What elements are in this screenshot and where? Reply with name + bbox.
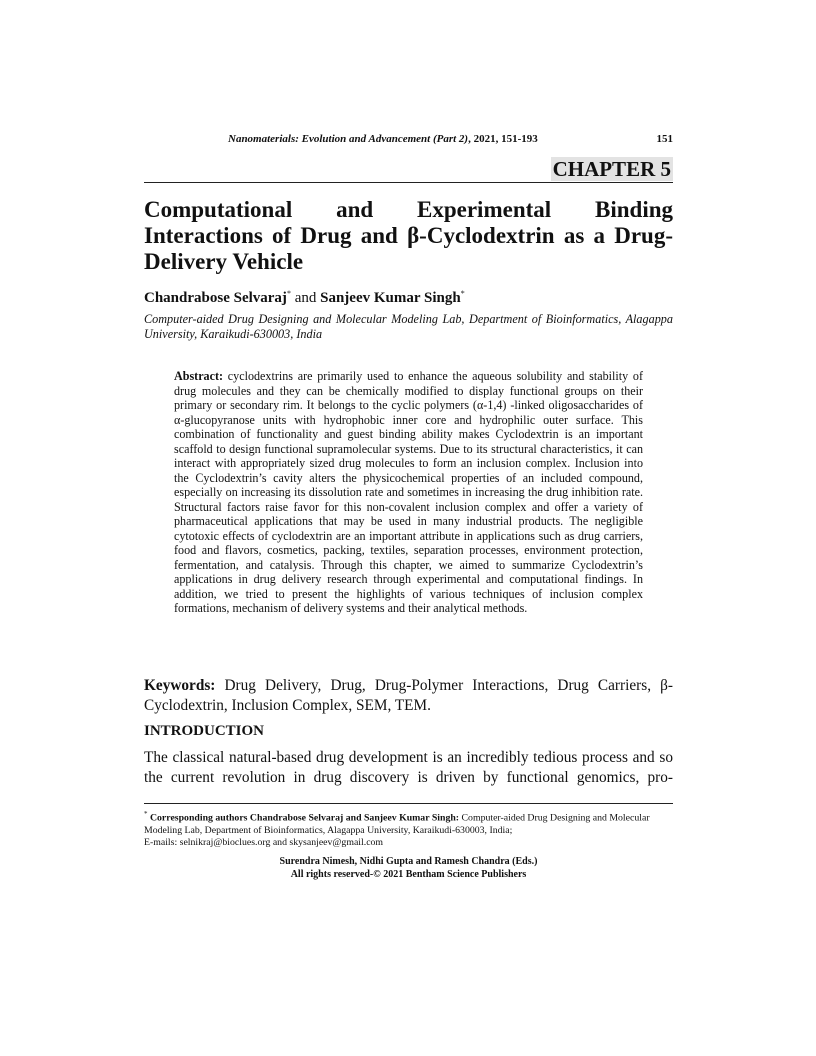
keywords-label: Keywords: [144, 677, 216, 694]
author-name: Chandrabose Selvaraj [144, 290, 287, 306]
journal-year-pages: , 2021, 151-193 [468, 133, 538, 145]
footnote-divider [144, 803, 673, 804]
footnote-label: Corresponding authors Chandrabose Selvaraj and Sanjeev Kumar Singh: [147, 812, 460, 824]
keywords-text: Drug Delivery, Drug, Drug-Polymer Interactions, Drug Carriers, β-Cyclodextrin, Inclusion Complex, SEM, TEM. [144, 677, 673, 714]
section-heading: INTRODUCTION [144, 723, 265, 739]
editors-line: Surendra Nimesh, Nidhi Gupta and Ramesh Chandra (Eds.) [279, 856, 538, 867]
abstract [174, 369, 643, 616]
abstract-label: Abstract: [174, 369, 224, 383]
affiliation: Computer-aided Drug Designing and Molecular Modeling Lab, Department of Bioinformatics, Alagappa University, Karaikudi-630003, India [144, 312, 673, 341]
intro-paragraph: The classical natural-based drug development is an incredibly tedious process and so the current revolution in drug discovery is driven by functional genomics, pro- [144, 749, 673, 786]
publisher-imprint [144, 856, 673, 881]
corresponding-mark: * [460, 289, 465, 298]
footnote-text: Computer-aided Drug Designing and Molecular Modeling Lab, Department of Bioinformatics, Alagappa University, Karaikudi-630003, India; [144, 812, 650, 836]
journal-citation [228, 133, 538, 145]
chapter-title: Computational and Experimental Binding Interactions of Drug and β-Cyclodextrin as a Drug-Delivery Vehicle [144, 197, 673, 274]
author-list [144, 289, 465, 307]
page-number: 151 [656, 133, 673, 145]
footnote [144, 808, 673, 850]
chapter-label: CHAPTER 5 [552, 157, 671, 181]
journal-title: Nanomaterials: Evolution and Advancement (Part 2) [228, 133, 469, 145]
keywords [144, 676, 673, 715]
rights-line: All rights reserved-© 2021 Bentham Science Publishers [290, 868, 527, 880]
chapter-divider [144, 182, 673, 183]
footnote-emails: E-mails: selnikraj@bioclues.org and skysanjeev@gmail.com [144, 837, 384, 849]
author-name: Sanjeev Kumar Singh [320, 290, 461, 306]
running-head [144, 133, 673, 149]
corresponding-mark: * [286, 289, 291, 298]
abstract-text: cyclodextrins are primarily used to enhance the aqueous solubility and stability of drug molecules and they can be chemically modified to display functional groups on their primary or secondary rim. It belongs to the cyclic polymers (α-1,4) -linked oligosaccharides of α-glucopyranose units with hydrophobic inner core and hydrophilic outer surface. This combination of functionality and guest binding ability makes Cyclodextrin is an important scaffold to design functional supramolecular systems. Due to its structural characteristics, it can interact with appropriately sized drug molecules to form an inclusion complex. Inclusion into the Cyclodextrin’s cavity alters the physicochemical properties of an included compound, especially on increasing its dissolution rate and sometimes in increasing the drug inhibition rate. Structural factors raise favor for this non-covalent inclusion complex and offer a variety of pharmaceutical applications that may be used in many industrial products. The negligible cytotoxic effects of cyclodextrin are an important attribute in applications such as drug carriers, food and flavors, cosmetics, packing, textiles, separation processes, environment protection, fermentation, and catalysis. Through this chapter, we aimed to summarize Cyclodextrin’s applications in drug delivery research through experimental and computational findings. In addition, we tried to present the highlights of various techniques of inclusion complex formations, mechanism of delivery systems and their analytical methods. [174, 369, 643, 615]
author-conjunction: and [290, 290, 321, 306]
footnote-mark: * [144, 810, 148, 818]
